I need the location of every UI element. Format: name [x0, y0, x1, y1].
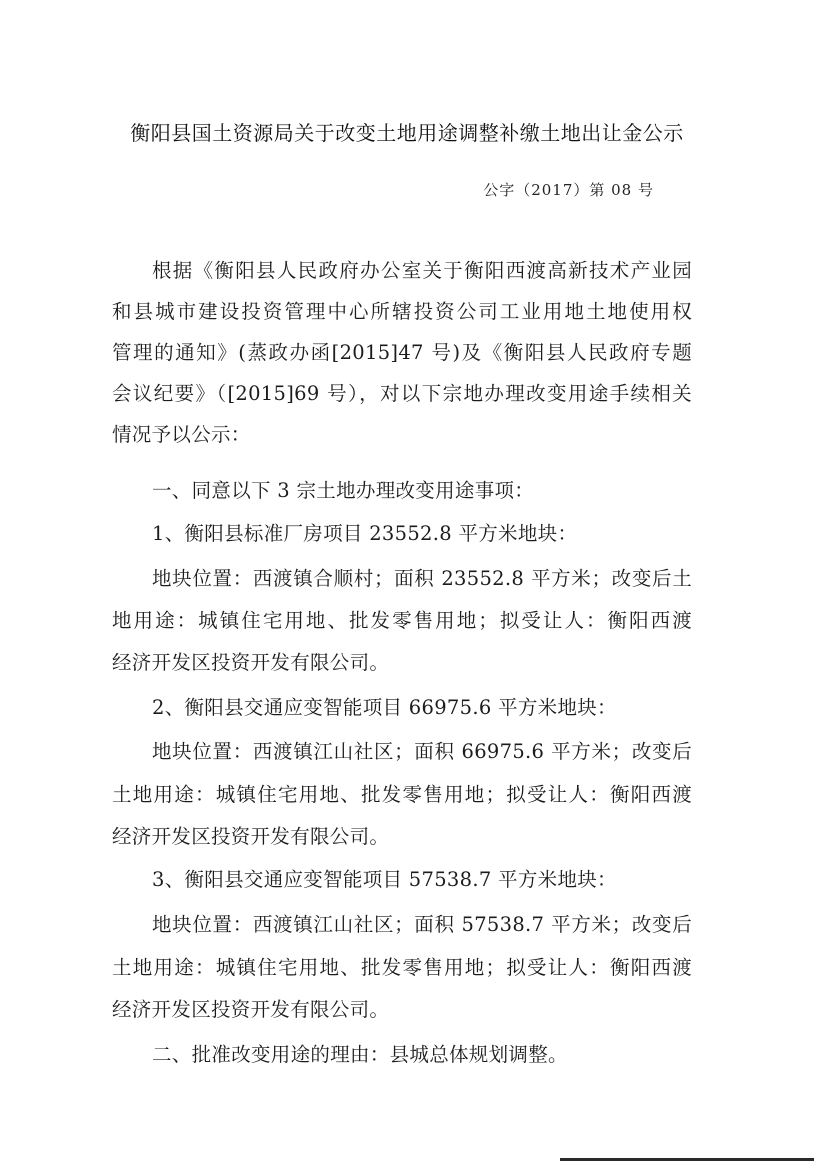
paragraph-line: 和县城市建设投资管理中心所辖投资公司工业用地土地使用权 [112, 300, 692, 323]
item-heading: 3、衡阳县交通应变智能项目 57538.7 平方米地块： [152, 868, 617, 891]
paragraph-line: 情况予以公示： [112, 423, 251, 446]
paragraph-line: 会议纪要》（[2015]69 号），对以下宗地办理改变用途手续相关 [112, 382, 692, 405]
paragraph-line: 地块位置：西渡镇江山社区；面积 66975.6 平方米；改变后 [152, 740, 692, 763]
paragraph-line: 经济开发区投资开发有限公司。 [112, 998, 390, 1021]
scan-edge-divider [560, 1158, 814, 1161]
paragraph-line: 管理的通知》(蒸政办函[2015]47 号)及《衡阳县人民政府专题 [112, 341, 692, 364]
paragraph-line: 土地用途：城镇住宅用地、批发零售用地；拟受让人：衡阳西渡 [112, 783, 692, 806]
paragraph-line: 地块位置：西渡镇合顺村；面积 23552.8 平方米；改变后土 [152, 567, 692, 590]
section-heading: 一、同意以下 3 宗土地办理改变用途事项： [152, 479, 535, 502]
paragraph-line: 经济开发区投资开发有限公司。 [112, 825, 390, 848]
section-heading: 二、批准改变用途的理由：县城总体规划调整。 [152, 1043, 568, 1066]
paragraph-line: 根据《衡阳县人民政府办公室关于衡阳西渡高新技术产业园 [152, 259, 692, 282]
paragraph-line: 地块位置：西渡镇江山社区；面积 57538.7 平方米；改变后 [152, 913, 692, 936]
paragraph-line: 经济开发区投资开发有限公司。 [112, 651, 390, 674]
paragraph-line: 土地用途：城镇住宅用地、批发零售用地；拟受让人：衡阳西渡 [112, 956, 692, 979]
item-heading: 2、衡阳县交通应变智能项目 66975.6 平方米地块： [152, 696, 617, 719]
paragraph-line: 地用途：城镇住宅用地、批发零售用地；拟受让人：衡阳西渡 [112, 609, 692, 632]
document-title: 衡阳县国土资源局关于改变土地用途调整补缴土地出让金公示 [130, 121, 684, 145]
item-heading: 1、衡阳县标准厂房项目 23552.8 平方米地块： [152, 522, 578, 545]
document-number: 公字（2017）第 08 号 [483, 181, 654, 199]
